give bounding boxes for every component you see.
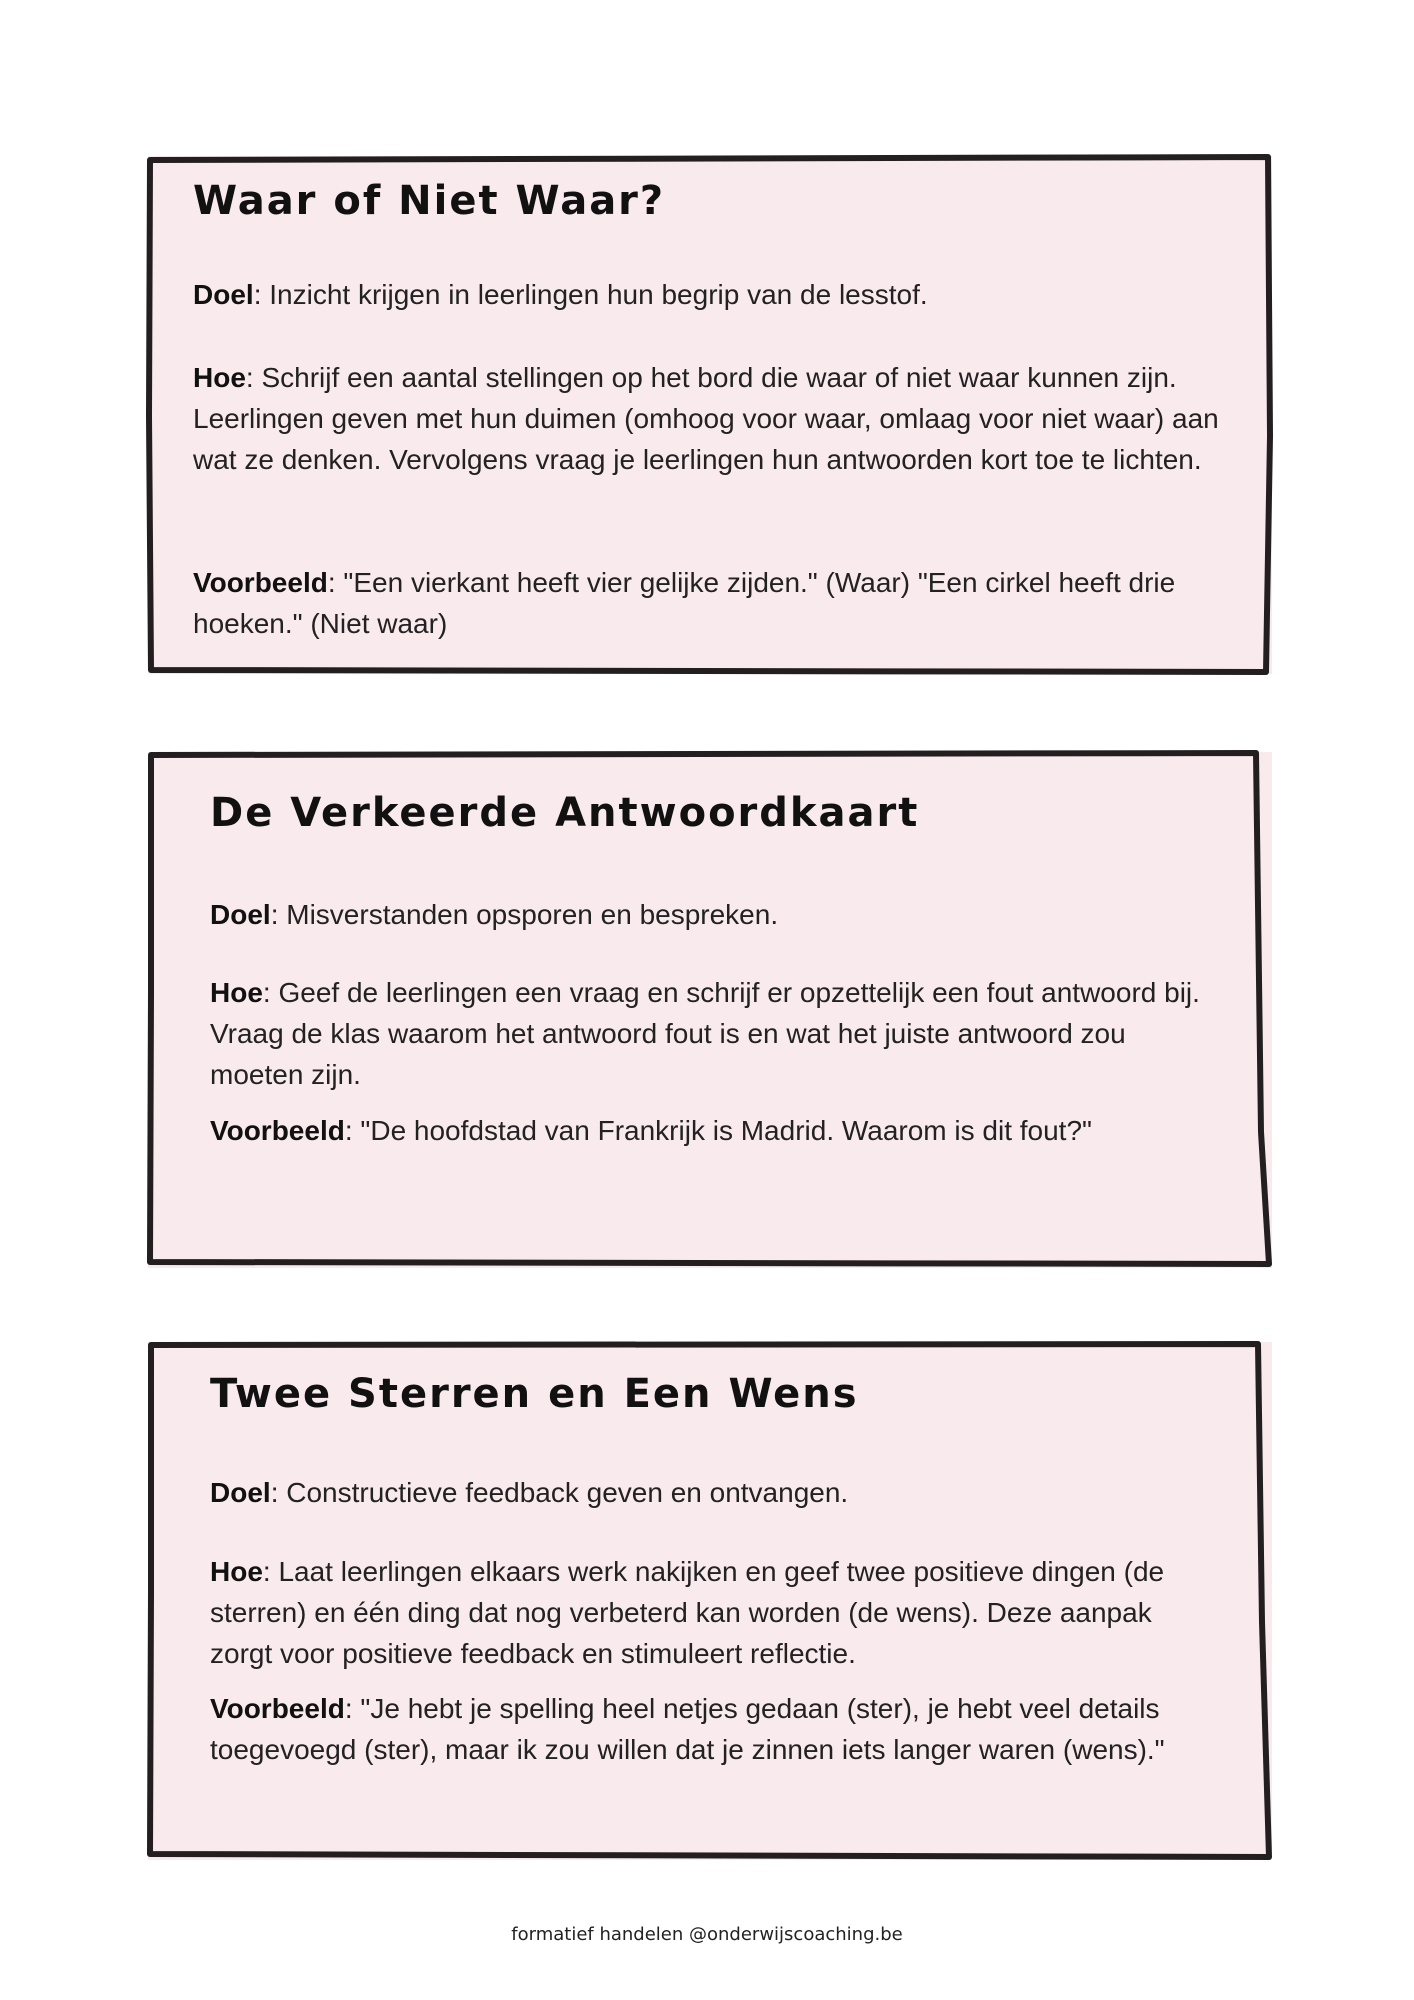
voorbeeld-text: : "Je hebt je spelling heel netjes gedaan (ster), je hebt veel details toegevoegd (ster), maar ik zou willen dat je zinnen iets langer waren (wens).": [210, 1693, 1165, 1765]
card-title: De Verkeerde Antwoordkaart: [210, 790, 920, 836]
doel-text: : Inzicht krijgen in leerlingen hun begrip van de lesstof.: [253, 279, 928, 310]
hoe-line: [210, 1551, 1210, 1674]
hoe-label: Hoe: [210, 977, 263, 1008]
hoe-text: : Geef de leerlingen een vraag en schrijf er opzettelijk een fout antwoord bij. Vraag de klas waarom het antwoord fout is en wat het juiste antwoord zou moeten zijn.: [210, 977, 1200, 1090]
hoe-label: Hoe: [193, 362, 246, 393]
voorbeeld-label: Voorbeeld: [210, 1693, 345, 1724]
card-twee-sterren-en-een-wens: [148, 1342, 1272, 1860]
hoe-text: : Laat leerlingen elkaars werk nakijken en geef twee positieve dingen (de sterren) en één ding dat nog verbeterd kan worden (de wens). Deze aanpak zorgt voor positieve feedback en stimuleert reflectie.: [210, 1556, 1165, 1669]
hoe-line: [193, 357, 1243, 480]
voorbeeld-line: [210, 1688, 1210, 1770]
doel-text: : Misverstanden opsporen en bespreken.: [270, 899, 779, 930]
hoe-text: : Schrijf een aantal stellingen op het bord die waar of niet waar kunnen zijn. Leerlingen geven met hun duimen (omhoog voor waar, omlaag voor niet waar) aan wat ze denken. Vervolgens vraag je leerlingen hun antwoorden kort toe te lichten.: [193, 362, 1219, 475]
doel-text: : Constructieve feedback geven en ontvangen.: [270, 1477, 849, 1508]
voorbeeld-text: : "De hoofdstad van Frankrijk is Madrid. Waarom is dit fout?": [344, 1115, 1092, 1146]
card-title: Twee Sterren en Een Wens: [210, 1371, 859, 1417]
voorbeeld-text: : "Een vierkant heeft vier gelijke zijden." (Waar) "Een cirkel heeft drie hoeken." (Niet waar): [193, 567, 1176, 639]
voorbeeld-label: Voorbeeld: [210, 1115, 345, 1146]
doel-label: Doel: [210, 899, 271, 930]
hoe-label: Hoe: [210, 1556, 263, 1587]
doel-line: [193, 274, 1243, 315]
voorbeeld-line: [193, 562, 1243, 644]
footer-credit: formatief handelen @onderwijscoaching.be: [511, 1924, 903, 1945]
card-title: Waar of Niet Waar?: [193, 178, 666, 224]
card-verkeerde-antwoordkaart: [148, 752, 1272, 1268]
doel-label: Doel: [210, 1477, 271, 1508]
voorbeeld-line: [210, 1110, 1210, 1151]
doel-line: [210, 1472, 1210, 1513]
doel-label: Doel: [193, 279, 254, 310]
doel-line: [210, 894, 1210, 935]
card-waar-of-niet-waar: [148, 156, 1272, 674]
voorbeeld-label: Voorbeeld: [193, 567, 328, 598]
hoe-line: [210, 972, 1210, 1095]
